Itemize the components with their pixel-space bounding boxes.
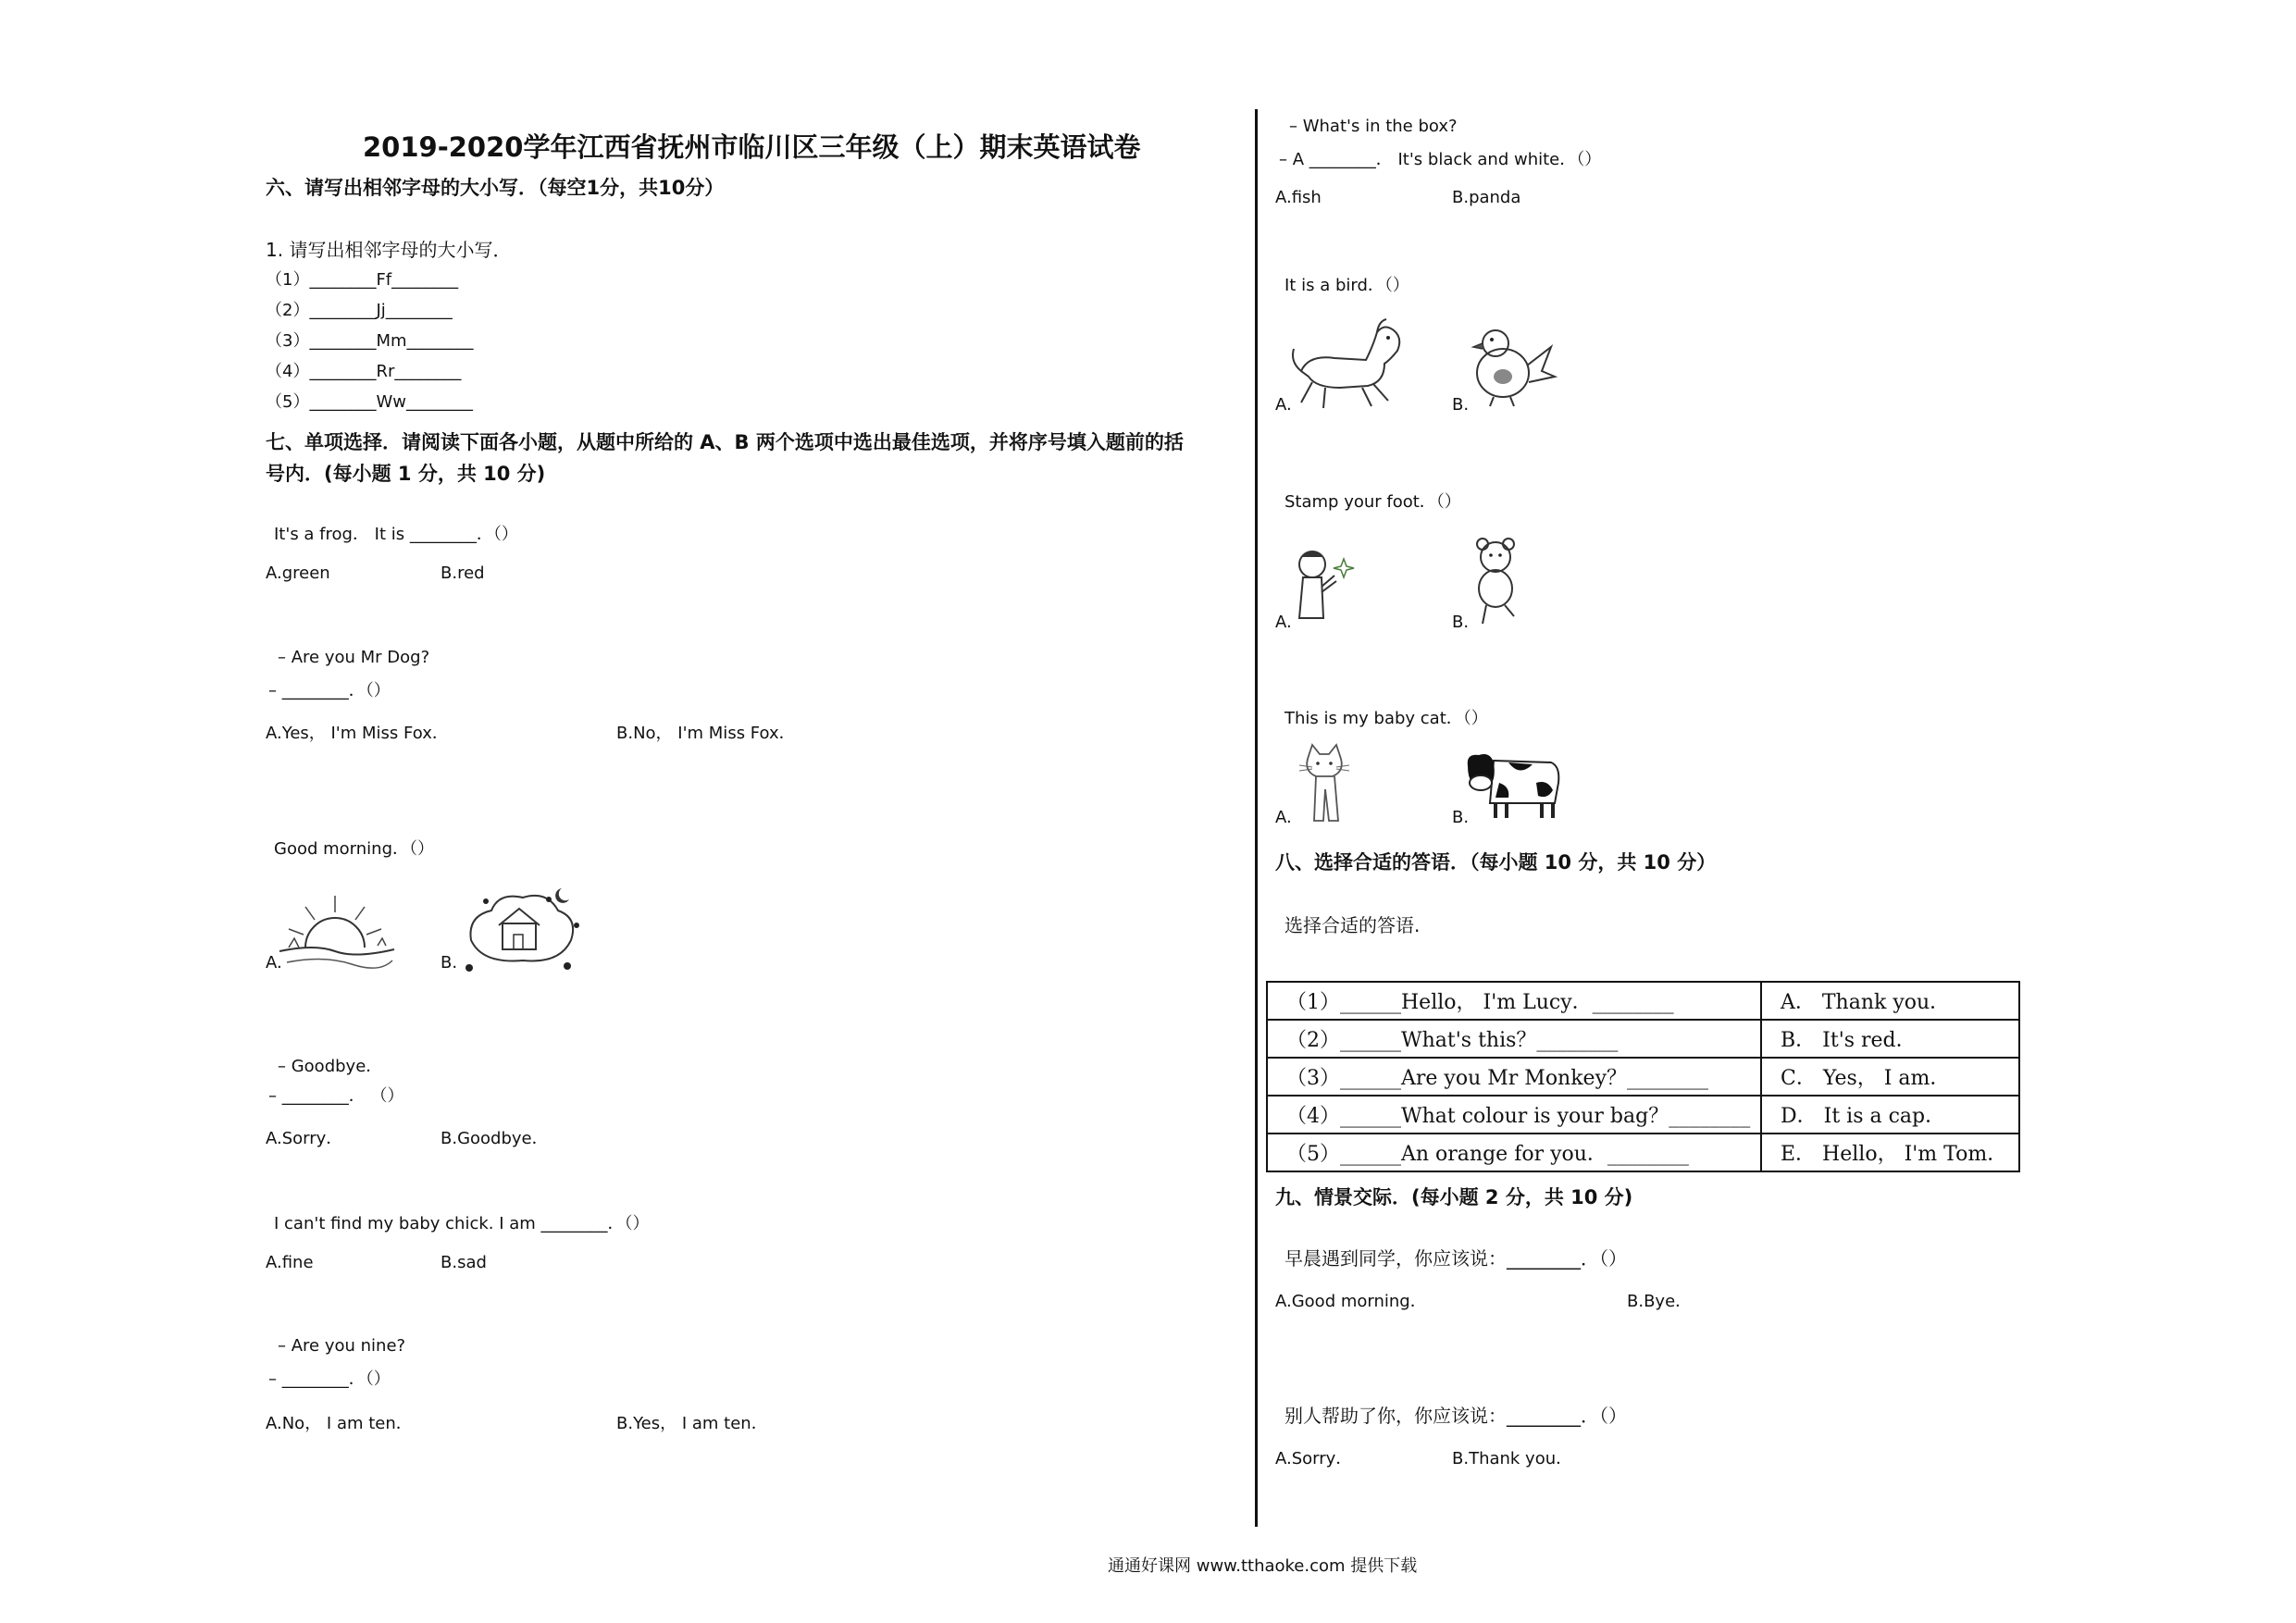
table-row bbox=[1267, 1134, 2019, 1171]
question-stem: It is a bird．（） bbox=[1285, 276, 1409, 295]
option-a: A.No， I am ten． bbox=[266, 1414, 413, 1433]
question-cell: （4）______What colour is your bag？________ bbox=[1267, 1096, 1761, 1134]
question-line: – Goodbye． bbox=[278, 1057, 383, 1076]
question-stem: Good morning．（） bbox=[274, 839, 434, 859]
question-stem: 早晨遇到同学，你应该说：________．（） bbox=[1285, 1247, 1627, 1270]
option-b: B.panda bbox=[1452, 188, 1521, 207]
option-a: A.Good morning． bbox=[1275, 1292, 1427, 1311]
clapping-boy-picture bbox=[1286, 544, 1370, 627]
question-line: – What's in the box? bbox=[1289, 117, 1458, 136]
letter-item: （5）________Ww________ bbox=[266, 392, 473, 412]
question-stem: I can't find my baby chick. I am ________．（） bbox=[274, 1214, 650, 1233]
section-7-heading: 七、单项选择．请阅读下面各小题，从题中所给的 A、B 两个选项中选出最佳选项，并将序号填入题前的括 bbox=[266, 431, 1184, 453]
option-b: B.sad bbox=[441, 1253, 487, 1272]
option-b: B.No， I'm Miss Fox． bbox=[616, 724, 796, 743]
question-cell: （2）______What's this？________ bbox=[1267, 1020, 1761, 1058]
option-b: B. bbox=[441, 953, 458, 973]
matching-table bbox=[1266, 981, 2020, 1172]
question-stem: Stamp your foot．（） bbox=[1285, 492, 1461, 512]
option-a: A.fine bbox=[266, 1253, 314, 1272]
section-7-heading-cont: 号内．(每小题 1 分，共 10 分) bbox=[266, 463, 546, 485]
question-cell: （1）______Hello， I'm Lucy．________ bbox=[1267, 982, 1761, 1020]
option-a: A. bbox=[1275, 613, 1292, 632]
letter-item: （4）________Rr________ bbox=[266, 362, 462, 381]
question-stem: This is my baby cat．（） bbox=[1285, 709, 1488, 728]
option-b: B.Goodbye． bbox=[441, 1129, 549, 1148]
table-row bbox=[1267, 1020, 2019, 1058]
section-9-heading: 九、情景交际．(每小题 2 分，共 10 分) bbox=[1275, 1186, 1633, 1208]
answer-cell: D． It is a cap． bbox=[1761, 1096, 2019, 1134]
answer-cell: A． Thank you． bbox=[1761, 982, 2019, 1020]
table-row bbox=[1267, 1058, 2019, 1096]
option-b: B.red bbox=[441, 564, 485, 583]
option-b: B.Bye． bbox=[1627, 1292, 1693, 1311]
option-a: A. bbox=[1275, 808, 1292, 827]
cat-picture bbox=[1292, 743, 1357, 826]
question-line: – ________． （） bbox=[268, 1086, 404, 1106]
question-line: – ________．（） bbox=[268, 681, 391, 700]
question-stem: 别人帮助了你，你应该说：________．（） bbox=[1285, 1405, 1627, 1427]
option-a: A. bbox=[266, 953, 282, 973]
question-cell: （3）______Are you Mr Monkey？________ bbox=[1267, 1058, 1761, 1096]
option-a: A.fish bbox=[1275, 188, 1322, 207]
horse-picture bbox=[1288, 317, 1409, 415]
question-cell: （5）______An orange for you．________ bbox=[1267, 1134, 1761, 1171]
question-line: – A ________． It's black and white．（） bbox=[1279, 150, 1602, 169]
letter-item: （3）________Mm________ bbox=[266, 331, 474, 351]
option-a: A.Sorry． bbox=[1275, 1449, 1353, 1468]
night-house-picture bbox=[458, 879, 588, 981]
option-a: A.Yes， I'm Miss Fox． bbox=[266, 724, 449, 743]
answer-cell: B． It's red． bbox=[1761, 1020, 2019, 1058]
section-8-instruction: 选择合适的答语. bbox=[1285, 914, 1421, 936]
letter-item: （1）________Ff________ bbox=[266, 270, 459, 290]
question-stem: It's a frog． It is ________．（） bbox=[274, 525, 518, 544]
option-b: B.Yes， I am ten． bbox=[616, 1414, 768, 1433]
bear-stamping-picture bbox=[1458, 537, 1533, 629]
option-a: A.green bbox=[266, 564, 330, 583]
letter-item: （2）________Jj________ bbox=[266, 301, 453, 320]
option-a: A. bbox=[1275, 395, 1292, 415]
question-line: – ________．（） bbox=[268, 1369, 391, 1389]
option-b: B.Thank you． bbox=[1452, 1449, 1573, 1468]
question-line: – Are you Mr Dog? bbox=[278, 648, 430, 667]
footer-credit: 通通好课网 www.tthaoke.com 提供下载 bbox=[1108, 1556, 1418, 1576]
answer-cell: E． Hello， I'm Tom． bbox=[1761, 1134, 2019, 1171]
cow-picture bbox=[1462, 746, 1564, 822]
column-divider bbox=[1255, 109, 1258, 1527]
page-title: 2019-2020学年江西省抚州市临川区三年级（上）期末英语试卷 bbox=[363, 131, 1141, 163]
answer-cell: C． Yes， I am． bbox=[1761, 1058, 2019, 1096]
option-b: B. bbox=[1452, 613, 1470, 632]
table-row bbox=[1267, 1096, 2019, 1134]
section-6-heading: 六、请写出相邻字母的大小写．（每空1分，共10分） bbox=[266, 177, 725, 199]
option-a: A.Sorry． bbox=[266, 1129, 343, 1148]
question-line: – Are you nine? bbox=[278, 1336, 406, 1356]
option-b: B. bbox=[1452, 808, 1470, 827]
bird-picture bbox=[1462, 319, 1564, 412]
section-6-question: 1. 请写出相邻字母的大小写． bbox=[266, 239, 512, 261]
section-8-heading: 八、选择合适的答语．（每小题 10 分，共 10 分） bbox=[1275, 851, 1717, 873]
option-b: B. bbox=[1452, 395, 1470, 415]
sunrise-picture bbox=[278, 886, 398, 979]
table-row bbox=[1267, 982, 2019, 1020]
